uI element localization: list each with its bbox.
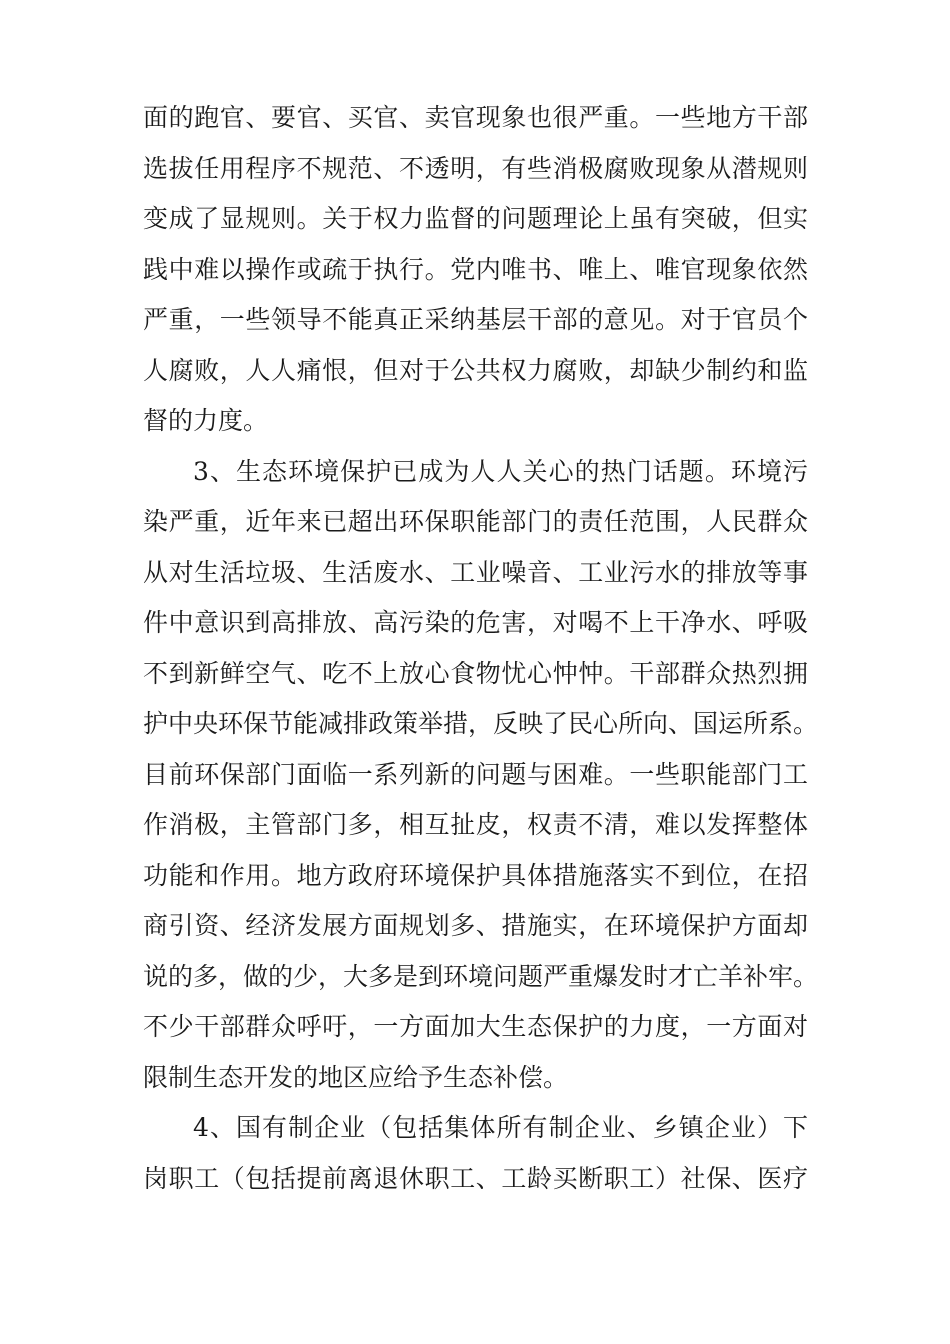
text-line: 功能和作用。地方政府环境保护具体措施落实不到位，在招 [143, 861, 808, 890]
text-line: 商引资、经济发展方面规划多、措施实，在环境保护方面却 [143, 911, 808, 940]
text-line: 不少干部群众呼吁，一方面加大生态保护的力度，一方面对 [143, 1012, 808, 1041]
paragraph-heading-3: 3、生态环境保护已成为人人关心的热门话题。环境污 [193, 457, 808, 486]
text-line: 作消极，主管部门多，相互扯皮，权责不清，难以发挥整体 [143, 810, 808, 839]
text-line: 人腐败，人人痛恨，但对于公共权力腐败，却缺少制约和监 [143, 356, 808, 385]
text-line: 护中央环保节能减排政策举措，反映了民心所向、国运所系。 [143, 709, 819, 738]
text-line: 变成了显规则。关于权力监督的问题理论上虽有突破，但实 [143, 204, 808, 233]
text-line: 岗职工（包括提前离退休职工、工龄买断职工）社保、医疗 [143, 1164, 808, 1193]
text-line: 目前环保部门面临一系列新的问题与困难。一些职能部门工 [143, 760, 808, 789]
text-line: 从对生活垃圾、生活废水、工业噪音、工业污水的排放等事 [143, 558, 808, 587]
text-line: 不到新鲜空气、吃不上放心食物忧心忡忡。干部群众热烈拥 [143, 659, 808, 688]
text-line: 督的力度。 [143, 406, 269, 435]
text-line: 面的跑官、要官、买官、卖官现象也很严重。一些地方干部 [143, 103, 808, 132]
paragraph-heading-4: 4、国有制企业（包括集体所有制企业、乡镇企业）下 [193, 1113, 808, 1142]
text-line: 践中难以操作或疏于执行。党内唯书、唯上、唯官现象依然 [143, 255, 808, 284]
text-line: 选拔任用程序不规范、不透明，有些消极腐败现象从潜规则 [143, 154, 808, 183]
text-line: 件中意识到高排放、高污染的危害，对喝不上干净水、呼吸 [143, 608, 808, 637]
text-line: 限制生态开发的地区应给予生态补偿。 [143, 1063, 569, 1092]
text-line: 染严重，近年来已超出环保职能部门的责任范围，人民群众 [143, 507, 808, 536]
text-line: 严重，一些领导不能真正采纳基层干部的意见。对于官员个 [143, 305, 808, 334]
text-line: 说的多，做的少，大多是到环境问题严重爆发时才亡羊补牢。 [143, 962, 819, 991]
